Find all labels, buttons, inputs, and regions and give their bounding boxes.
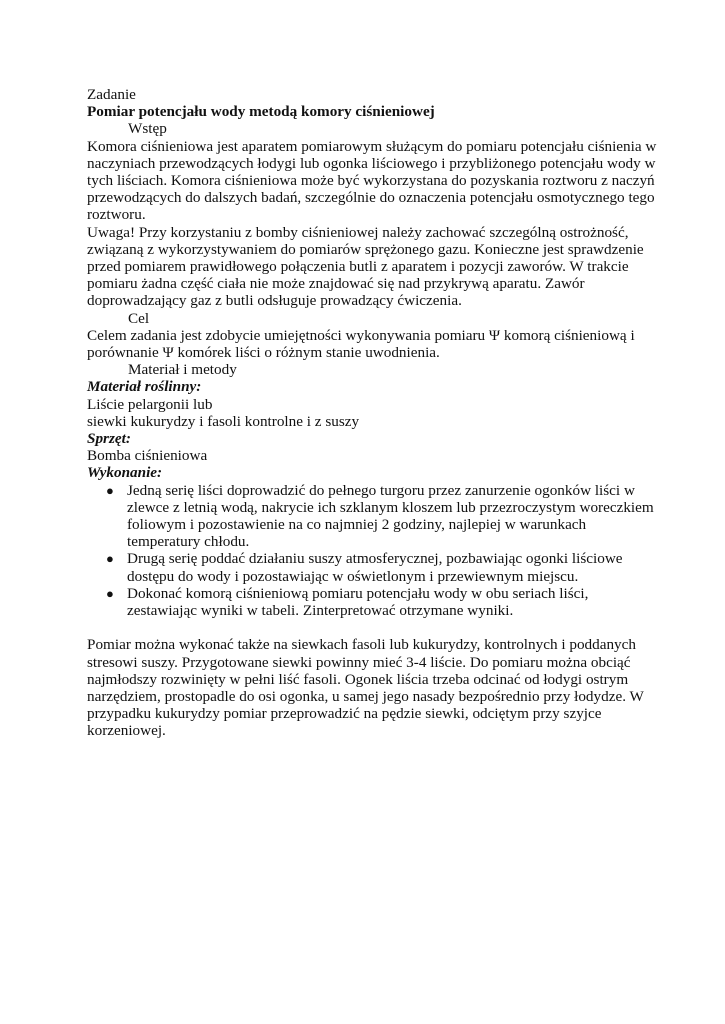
text-line: naczyniach przewodzących łodygi lub ogonka liściowego i przybliżonego potencjału wody w xyxy=(87,154,656,172)
intro-heading: Wstęp xyxy=(128,120,167,138)
text-line: korzeniowej. xyxy=(87,722,166,740)
text-line: foliowym i pozostawienie na co najmniej 2 godziny, najlepiej w warunkach xyxy=(127,516,587,534)
list-item xyxy=(87,550,647,584)
text-line: narzędziem, prostopadle do osi ogonka, u samej jego nasady bezpośrednio przy łodydze. W xyxy=(87,687,644,705)
text-line: Uwaga! Przy korzystaniu z bomby ciśnieniowej należy zachować szczególną ostrożność, xyxy=(87,223,629,241)
closing-paragraph xyxy=(87,636,647,739)
document-page xyxy=(87,86,657,740)
text-line: zestawiając wyniki w tabeli. Zinterpretować otrzymane wyniki. xyxy=(127,602,514,620)
bullet-icon: ● xyxy=(106,482,114,498)
list-item xyxy=(87,481,654,551)
text-line: zlewce z letnią wodą, nakrycie ich szklanym kloszem lub przezroczystym woreczkiem xyxy=(127,498,654,516)
text-line: Bomba ciśnieniowa xyxy=(87,447,208,465)
procedure-label: Wykonanie: xyxy=(87,464,163,482)
text-line: tych liściach. Komora ciśnieniowa może być wykorzystana do pozyskania roztworu z naczyń xyxy=(87,172,655,190)
bullet-icon: ● xyxy=(106,585,114,601)
text-line: Celem zadania jest zdobycie umiejętności wykonywania pomiaru Ψ komorą ciśnieniową i xyxy=(87,326,635,344)
goal-heading: Cel xyxy=(128,309,150,327)
text-line: roztworu. xyxy=(87,206,146,224)
intro-paragraph xyxy=(87,137,657,224)
text-line: dostępu do wody i pozostawiając w oświetlonym i przewiewnym miejscu. xyxy=(127,567,579,585)
text-line: przewodzących do dalszych badań, szczególnie do oznaczenia potencjału osmotycznego tego xyxy=(87,189,655,207)
paragraph-spacer xyxy=(87,619,647,636)
goal-paragraph xyxy=(87,327,647,361)
text-line: związaną z wykorzystywaniem do pomiarów sprężonego gazu. Konieczne jest sprawdzenie xyxy=(87,240,644,258)
methods-heading: Materiał i metody xyxy=(128,361,237,379)
text-line: siewki kukurydzy i fasoli kontrolne i z suszy xyxy=(87,412,360,430)
text-line: doprowadzający gaz z butli odsługuje prowadzący ćwiczenia. xyxy=(87,292,462,310)
plant-material-label: Materiał roślinny: xyxy=(87,378,202,396)
warning-paragraph xyxy=(87,224,647,310)
document-title: Pomiar potencjału wody metodą komory ciśnieniowej xyxy=(87,103,435,121)
text-line: pomiaru żadna część ciała nie może znajdować się nad przykrywą aparatu. Zawór xyxy=(87,275,585,293)
procedure-list xyxy=(87,481,654,620)
text-line: Drugą serię poddać działaniu suszy atmosferycznej, pozbawiając ogonki liściowe xyxy=(127,550,623,568)
text-line: Jedną serię liści doprowadzić do pełnego turgoru przez zanurzenie ogonków liści w xyxy=(127,481,635,499)
text-line: temperatury chłodu. xyxy=(127,533,250,551)
text-line: przed pomiarem prawidłowego połączenia butli z aparatem i pozycji zaworów. W trakcie xyxy=(87,258,629,276)
task-label: Zadanie xyxy=(87,86,136,103)
text-line: Dokonać komorą ciśnieniową pomiaru potencjału wody w obu seriach liści, xyxy=(127,584,589,602)
text-line: przypadku kukurydzy pomiar przeprowadzić na pędzie siewki, odciętym przy szyjce xyxy=(87,705,602,723)
text-line: Komora ciśnieniowa jest aparatem pomiarowym służącym do pomiaru potencjału ciśnienia w xyxy=(87,137,657,155)
text-line: Liście pelargonii lub xyxy=(87,395,213,413)
text-line: Pomiar można wykonać także na siewkach fasoli lub kukurydzy, kontrolnych i poddanych xyxy=(87,636,636,654)
text-line: najmłodszy rozwinięty w pełni liść fasoli. Ogonek liścia trzeba odcinać od łodygi ostrym xyxy=(87,670,629,688)
text-line: porównanie Ψ komórek liści o różnym stanie uwodnienia. xyxy=(87,344,440,362)
equipment-label: Sprzęt: xyxy=(87,430,131,448)
list-item xyxy=(87,585,647,619)
text-line: stresowi suszy. Przygotowane siewki powinny mieć 3-4 liście. Do pomiaru można obciąć xyxy=(87,653,631,671)
bullet-icon: ● xyxy=(106,551,114,567)
